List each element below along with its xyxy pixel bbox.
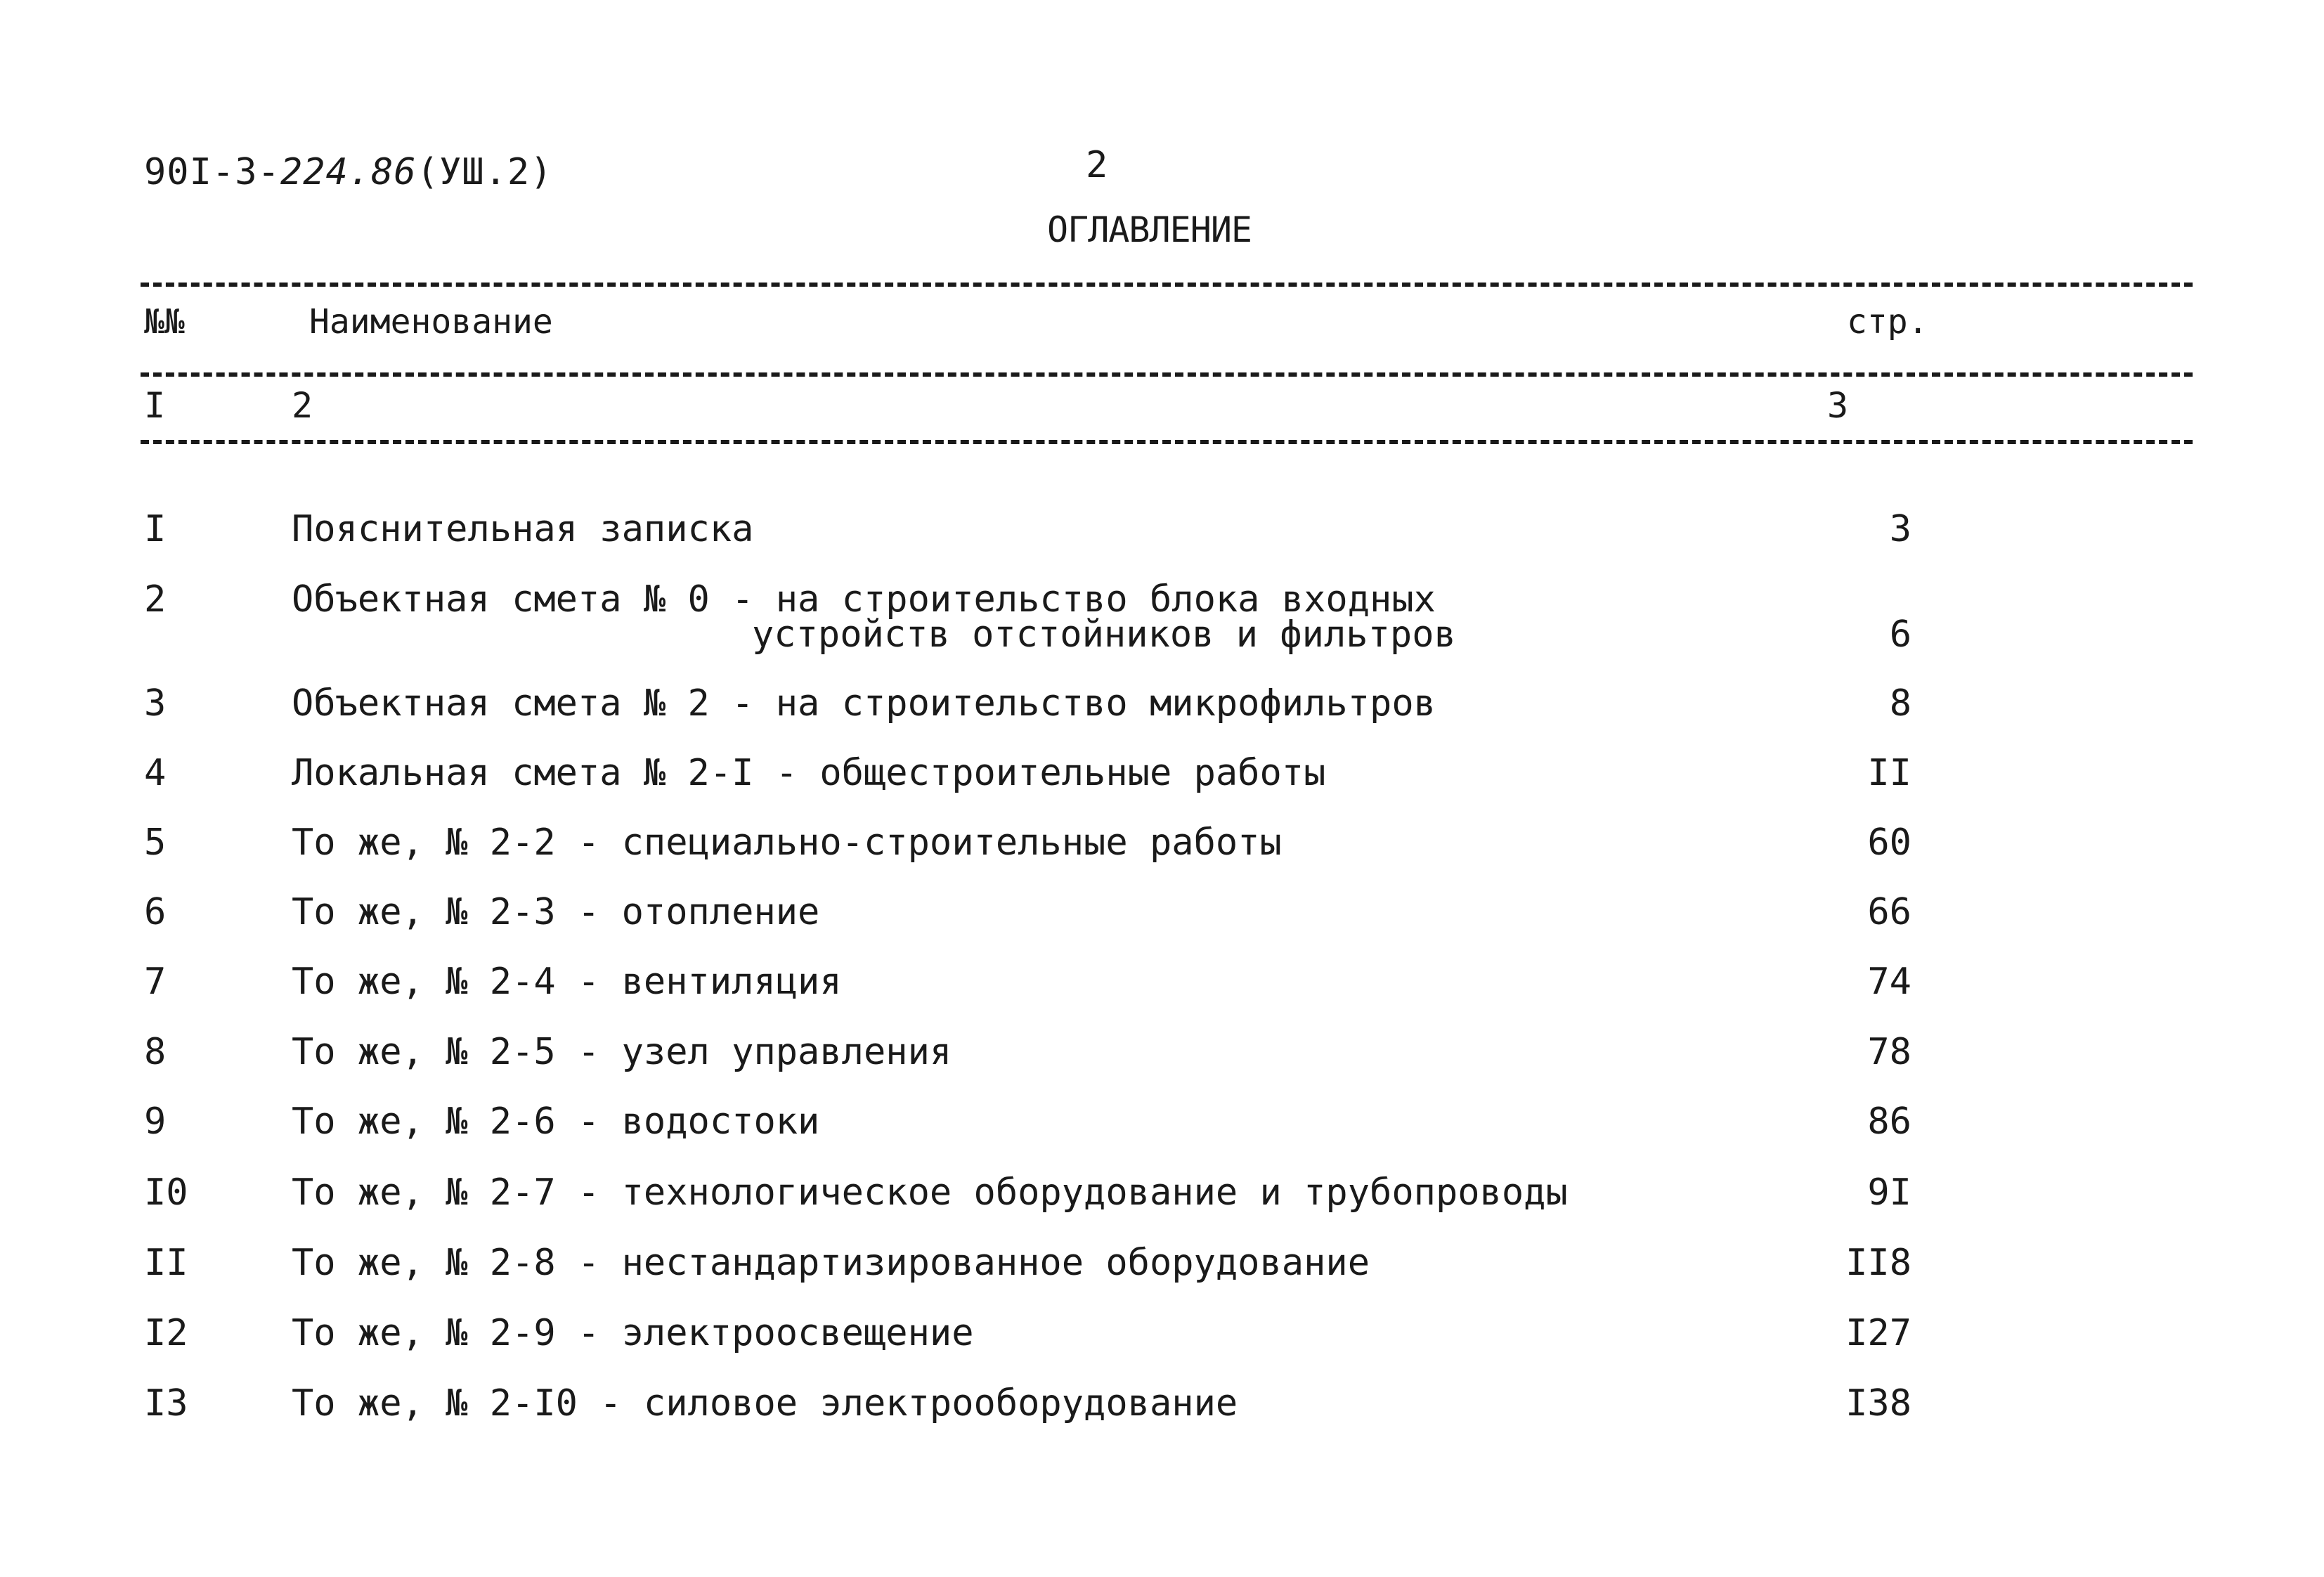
document-code-suffix: (УШ.2) <box>416 151 553 193</box>
column-index-page: 3 <box>1827 385 1849 426</box>
toc-row-page: 8 <box>1889 682 1911 725</box>
document-code-prefix: 90I-3- <box>144 151 280 193</box>
toc-row-page: II <box>1867 752 1911 794</box>
toc-row-number: 4 <box>144 752 167 794</box>
toc-row-number: I2 <box>144 1312 188 1354</box>
toc-row-number: 6 <box>144 891 167 933</box>
toc-row-number: 5 <box>144 822 167 864</box>
column-index-number: I <box>144 385 166 426</box>
toc-row-title-continuation: устройств отстойников и фильтров <box>752 614 1456 656</box>
toc-row-page: 3 <box>1889 508 1911 550</box>
toc-row-number: 2 <box>144 578 167 621</box>
toc-row-number: II <box>144 1242 188 1284</box>
toc-row-page: I27 <box>1845 1312 1911 1354</box>
toc-row-title: То же, № 2-I0 - силовое электрооборудование <box>292 1382 1238 1425</box>
page-number: 2 <box>1086 144 1108 186</box>
toc-row-number: 3 <box>144 682 167 725</box>
toc-row-page: 60 <box>1867 822 1911 864</box>
toc-row-title: Локальная смета № 2-I - общестроительные работы <box>292 752 1326 794</box>
toc-row-title: То же, № 2-4 - вентиляция <box>292 961 842 1003</box>
document-code-number: 224.86 <box>280 151 417 193</box>
toc-row-title: То же, № 2-8 - нестандартизированное оборудование <box>292 1242 1370 1284</box>
toc-row-title: Объектная смета № 2 - на строительство микрофильтров <box>292 682 1436 725</box>
toc-row-number: I <box>144 508 167 550</box>
column-index-name: 2 <box>292 385 313 426</box>
toc-row-title: То же, № 2-5 - узел управления <box>292 1031 952 1073</box>
page-title: ОГЛАВЛЕНИЕ <box>1047 209 1252 250</box>
toc-row-number: 9 <box>144 1101 167 1143</box>
toc-row-title: То же, № 2-6 - водостоки <box>292 1101 820 1143</box>
toc-row-number: 8 <box>144 1031 167 1073</box>
toc-row-number: I3 <box>144 1382 188 1425</box>
toc-row-number: 7 <box>144 961 167 1003</box>
toc-row-page: 66 <box>1867 891 1911 933</box>
toc-row-title: То же, № 2-3 - отопление <box>292 891 820 933</box>
toc-row-page: I38 <box>1845 1382 1911 1425</box>
toc-row-title: Пояснительная записка <box>292 508 754 550</box>
toc-row-number: I0 <box>144 1172 188 1214</box>
toc-row-title: Объектная смета № 0 - на строительство блока входных <box>292 578 1436 621</box>
toc-row-title: То же, № 2-2 - специально-строительные работы <box>292 822 1282 864</box>
column-header-page: стр. <box>1847 302 1928 342</box>
toc-row-page: 9I <box>1867 1172 1911 1214</box>
toc-row-page: II8 <box>1845 1242 1911 1284</box>
toc-row-page: 86 <box>1867 1101 1911 1143</box>
column-header-number: №№ <box>144 302 185 342</box>
toc-row-page: 78 <box>1867 1031 1911 1073</box>
toc-row-title: То же, № 2-7 - технологическое оборудование и трубопроводы <box>292 1172 1568 1214</box>
toc-row-title: То же, № 2-9 - электроосвещение <box>292 1312 974 1354</box>
column-header-name: Наименование <box>309 302 553 342</box>
toc-row-page: 6 <box>1889 614 1911 656</box>
toc-row-page: 74 <box>1867 961 1911 1003</box>
